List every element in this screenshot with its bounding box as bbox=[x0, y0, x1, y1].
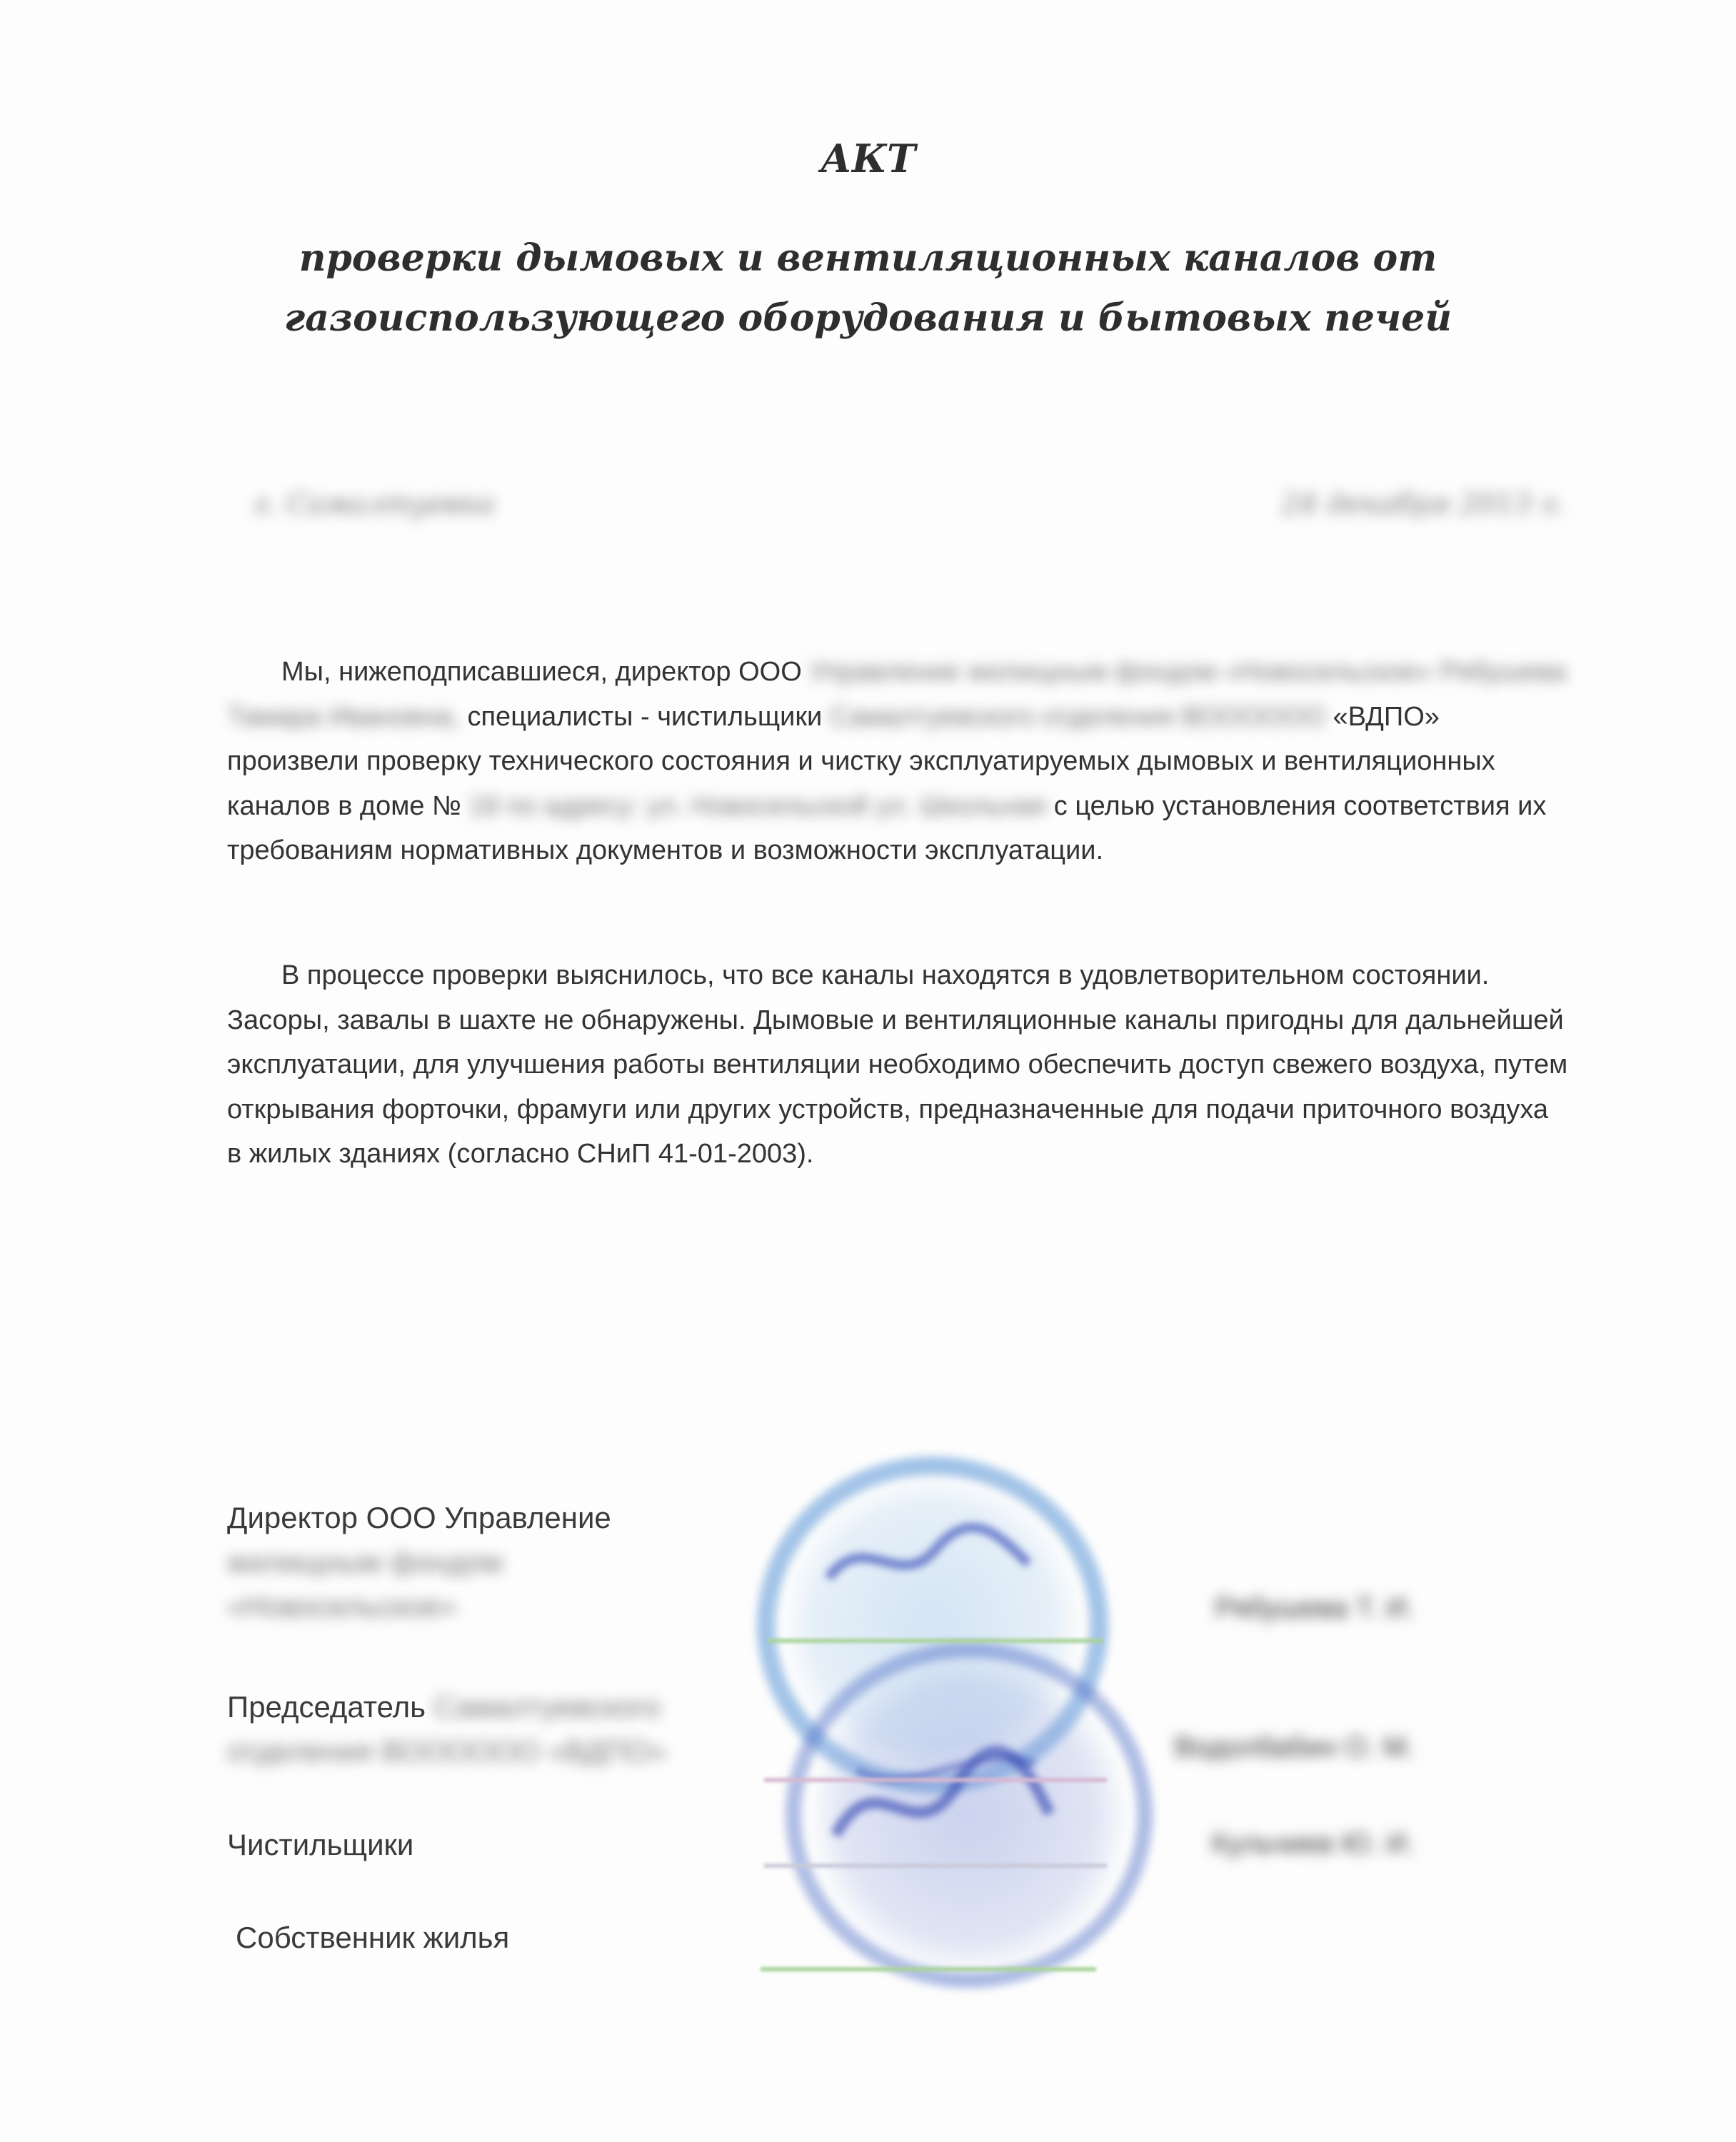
subtitle-line-1: проверки дымовых и вентиляционных каналов от bbox=[298, 236, 1438, 280]
document-title: АКТ bbox=[820, 136, 916, 181]
chairman-name: Водолбабин О. М. bbox=[1174, 1731, 1415, 1763]
paragraph-1-redacted-address: 18 по адресу: ул. Новосельской ул. Школьная bbox=[468, 790, 1047, 821]
chairman-org-line-2: отделения ВОООООО «ВДПО» bbox=[227, 1734, 667, 1768]
paragraph-1-text-a: Мы, нижеподписавшиеся, директор ООО bbox=[281, 657, 810, 687]
director-org-line-2: «Новосельское» bbox=[227, 1589, 457, 1623]
paragraph-2-text: В процессе проверки выяснилось, что все каналы находятся в удовлетворительном состоянии. Засоры, завалы в шахте не обнаружены. Дымовые и вентиляционные каналы пригодны для дальнейшей эксплуатации, для улучшения работы вентиляции необходимо обеспечить доступ свежего воздуха, путем открывания форточки, фрамуги или других устройств, предназначенные для подачи приточного воздуха в жилых зданиях (согласно СНиП 41-01-2003). bbox=[227, 960, 1568, 1169]
cleaners-label: Чистильщики bbox=[227, 1828, 414, 1861]
director-name: Рябушева Т. И. bbox=[1215, 1592, 1415, 1624]
cleaners-name: Кульчиев Ю. И. bbox=[1211, 1828, 1415, 1859]
chairman-label: Председатель bbox=[227, 1690, 434, 1724]
signature-line-3 bbox=[764, 1864, 1107, 1868]
signature-scribble-2 bbox=[828, 1728, 1057, 1871]
owner-label: Собственник жилья bbox=[236, 1921, 510, 1954]
document-subtitle bbox=[0, 228, 1736, 348]
paragraph-1-redacted-branch: Самалтуевского отделения ВОООООО bbox=[829, 701, 1325, 732]
paragraph-1-redacted-director: Рябушева Тамара Ивановна, bbox=[227, 657, 1567, 732]
paragraph-1 bbox=[227, 650, 1570, 873]
subtitle-line-2: газоиспользующего оборудования и бытовых печей bbox=[284, 296, 1452, 340]
signature-scribble-1 bbox=[821, 1514, 1035, 1599]
chairman-block bbox=[227, 1685, 741, 1774]
paragraph-1-text-d: с целью установления соответствия их требованиям нормативных документов и возможности эксплуатации. bbox=[227, 790, 1547, 865]
paragraph-1-text-c: «ВДПО» произвели проверку технического состояния и чистку эксплуатируемых дымовых и вентиляционных каналов в доме № bbox=[227, 701, 1495, 821]
paragraph-1-redacted-org: Управление жилищным фондом «Новосельское» bbox=[809, 657, 1433, 687]
signature-line-2 bbox=[764, 1778, 1107, 1782]
director-block bbox=[227, 1496, 741, 1629]
document-date: 24 декабря 2013 г. bbox=[1280, 488, 1565, 521]
signature-line-1 bbox=[768, 1639, 1103, 1643]
paragraph-1-text-b: специалисты - чистильщики bbox=[459, 701, 830, 732]
document-place: г. Самалтуевка bbox=[254, 488, 496, 521]
director-org-line-1: жилищным фондом bbox=[227, 1545, 503, 1579]
paragraph-2 bbox=[227, 953, 1570, 1177]
signature-line-4 bbox=[761, 1967, 1096, 1971]
director-label: Директор ООО Управление bbox=[227, 1501, 611, 1534]
chairman-org-line-1: Самалтуевского bbox=[433, 1690, 661, 1724]
